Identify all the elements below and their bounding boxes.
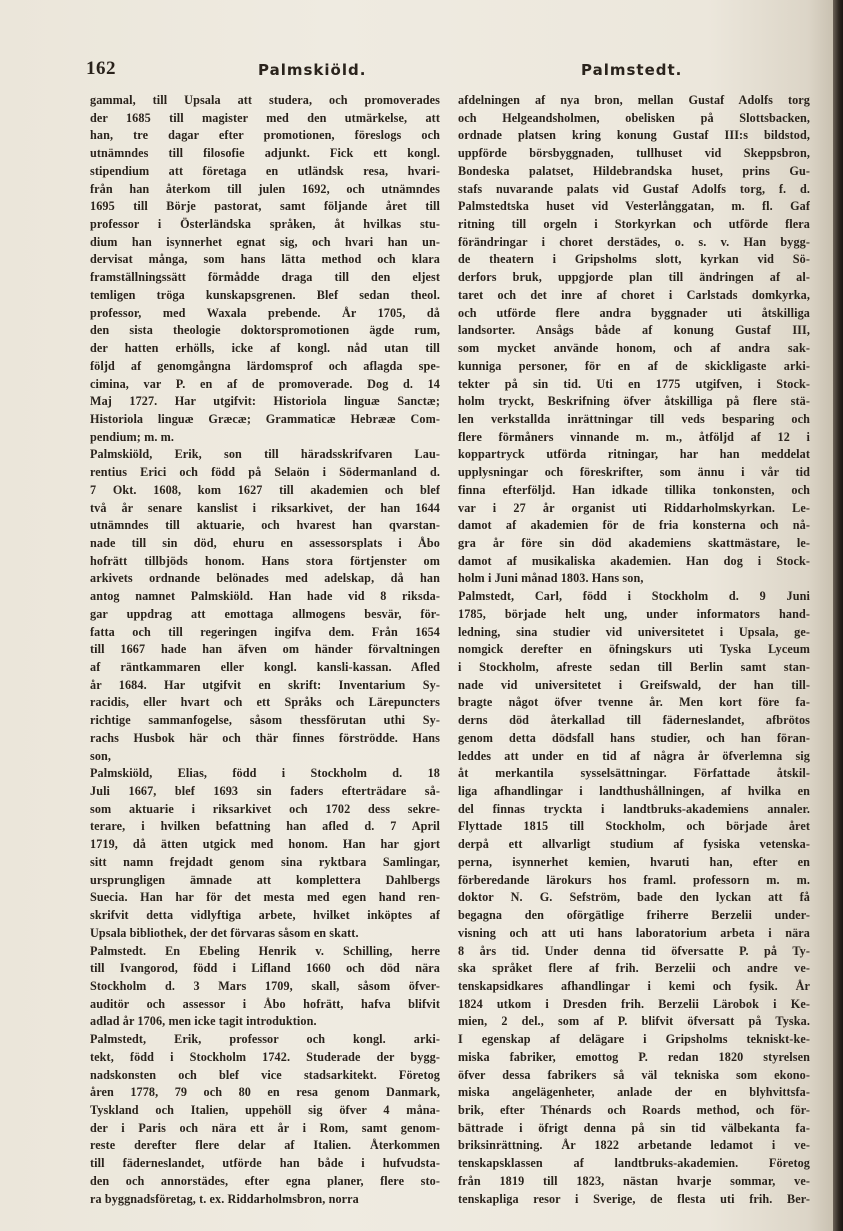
text-line: dervisat många, som hans lätta method och klara: [90, 252, 440, 267]
text-line: af räntkammaren eller kongl. kansli-kassan. Afled: [90, 660, 440, 674]
text-line: i Stockholm, afreste sedan till Berlin samt stan-: [458, 660, 810, 674]
text-line: han, tre dagar efter promotionen, föreslogs och: [90, 128, 440, 143]
text-line: skrifvit detta vidlyftiga arbete, hvilket inköptes af: [90, 908, 440, 923]
text-line: tenskapliga resor i Sverige, de flesta uti frih. Ber-: [458, 1191, 810, 1206]
text-line: tenskapsklassen af landtbruks-akademien. Företog: [458, 1156, 810, 1171]
text-line: som mycket använde honom, och af andra sak-: [458, 341, 810, 356]
text-line: genom detta dödsfall hans studier, och han föran-: [458, 730, 810, 745]
text-line: Flyttade 1815 till Stockholm, och började året: [458, 819, 810, 834]
text-line: bragte något öfver tvenne år. Men kort före fa-: [458, 695, 810, 710]
text-line: rachs Husbok här och thär finnes förströdde. Hans: [90, 730, 440, 745]
text-line: miska fabriker, emottog P. redan 1820 styrelsen: [458, 1049, 810, 1064]
text-line: holm i Juni månad 1803. Hans son,: [458, 571, 644, 586]
text-line: taret och det inre af choret i Carlstads domkyrka,: [458, 287, 810, 302]
text-line: som aktuarie i riksarkivet och 1702 dess sekre-: [90, 801, 440, 816]
text-line: de theatern i Gripsholms slott, kyrkan vid Sö-: [458, 252, 810, 267]
text-line: Bondeska palatset, Hildebrandska huset, prins Gu-: [458, 163, 810, 178]
text-column-right: [458, 92, 810, 1208]
text-line: 7 Okt. 1608, kom 1627 till akademien och blef: [90, 482, 440, 497]
text-line: öfver dessa fabrikers så väl tekniska som ekono-: [458, 1067, 810, 1082]
text-line: auditör och assessor i Åbo hofrätt, hafva blifvit: [90, 996, 440, 1011]
text-line: och Helgeandsholmen, obelisken på Slottsbacken,: [458, 110, 810, 125]
text-line: åt merkantila sysselsättningar. Författade åtskil-: [458, 766, 810, 781]
text-line: gra år före sin död akademiens skattmästare, le-: [458, 535, 810, 550]
text-line: Tyskland och Italien, uppehöll sig öfver 4 måna-: [90, 1102, 440, 1117]
text-line: cimina, var P. en af de promoverade. Dog d. 14: [90, 376, 440, 391]
text-line: två år senare kanslist i riksarkivet, der han 1644: [90, 500, 440, 515]
text-line: del finnas tryckta i landtbruks-akademiens annaler.: [458, 801, 810, 816]
text-line: nade till sin död, ehuru en assessorsplats i Åbo: [90, 535, 440, 550]
text-line: fatta och till regeringen ingifva dem. Från 1654: [90, 624, 440, 639]
text-line: tekt, född i Stockholm 1742. Studerade der bygg-: [90, 1049, 440, 1064]
text-line: finna efterföljd. Han idkade tillika tonkonsten, och: [458, 482, 810, 497]
text-line: Palmskiöld, Erik, son till häradsskrifvaren Lau-: [90, 447, 440, 462]
text-line: nadskonsten och blef vice stadsarkitekt. Företog: [90, 1067, 440, 1082]
text-line: pendium; m. m.: [90, 429, 175, 444]
text-line: visning och att uti hans laboratorium arbeta i nära: [458, 925, 810, 940]
text-line: I egenskap af delägare i Gripsholms tekniskt-ke-: [458, 1032, 810, 1047]
text-line: ra byggnadsföretag, t. ex. Riddarholmsbron, norra: [90, 1191, 359, 1206]
text-line: och utförde flere andra byggnader uti åtskilliga: [458, 305, 810, 320]
text-line: len verkstallda inrättningar till veds besparing och: [458, 411, 810, 426]
text-line: 1785, började helt ung, under informators hand-: [458, 606, 810, 621]
text-line: ledning, sina studier vid universitetet i Upsala, ge-: [458, 624, 810, 639]
text-line: derpå ett allvarligt studium af fysiska vetenska-: [458, 837, 810, 852]
text-line: miska angelägenheter, anlade der en blyhvittsfa-: [458, 1085, 810, 1100]
text-line: Suecia. Han har för det mesta med egen hand ren-: [90, 890, 440, 905]
text-line: nade vid universitetet i Greifswald, der han till-: [458, 677, 810, 692]
text-line: utnämndes till aktuarie, och hvarest han qvarstan-: [90, 518, 440, 533]
text-line: nomgick derefter en öfningskurs uti Tyska Lyceum: [458, 642, 810, 657]
text-line: gammal, till Upsala att studera, och promoverades: [90, 93, 440, 107]
text-line: reste derefter flere delar af Italien. Återkommen: [90, 1138, 440, 1153]
text-line: son,: [90, 748, 112, 763]
text-line: arkivets ordnande belönades med adelskap, då han: [90, 571, 440, 586]
text-line: 1695 till Börje pastorat, samt följande året till: [90, 199, 440, 214]
text-line: flere förmåners vinnande m. m., åtföljd af 12 i: [458, 429, 810, 444]
text-line: terare, i hvilken befattning han afled d. 7 April: [90, 819, 440, 834]
text-line: tekter på sin tid. Uti en 1775 utgifven, i Stock-: [458, 376, 810, 391]
text-line: utnämndes till filosofie adjunkt. Fick ett kongl.: [90, 146, 440, 161]
text-line: Stockholm d. 3 Mars 1709, skall, såsom öfver-: [90, 978, 440, 993]
text-line: bättrade i öfrigt denna på sin tid välbekanta fa-: [458, 1120, 810, 1135]
text-line: derns död återkallad till fäderneslandet, afbrötos: [458, 713, 810, 728]
text-line: adlad år 1706, men icke tagit introduktion.: [90, 1014, 317, 1029]
text-line: 1824 utkom i Dresden frih. Berzelii Lärobok i Ke-: [458, 996, 810, 1011]
text-line: kunniga personer, för en af de skickligaste arki-: [458, 358, 810, 373]
text-line: professor, med Waxala prebende. År 1705, då: [90, 305, 440, 320]
text-line: richtige sammanfogelse, såsom thessförutan uthi Sy-: [90, 713, 440, 728]
text-line: leddes att under en tid af några år öfverlemna sig: [458, 748, 810, 763]
text-line: rentius Erici och född på Selaön i Södermanland d.: [90, 465, 440, 480]
text-line: ursprungligen ämnade att komplettera Dahlbergs: [90, 872, 440, 887]
text-line: år 1684. Har utgifvit en skrift: Inventarium Sy-: [90, 677, 440, 692]
text-line: temligen tröga kunskapsgrenen. Blef sedan theol.: [90, 287, 440, 302]
text-line: begagna den oförgätlige friherre Berzelii under-: [458, 908, 810, 923]
text-line: den och annorstädes, efter egna planer, flere sto-: [90, 1173, 440, 1188]
text-line: der hatten erhölls, icke af kongl. nåd utan till: [90, 341, 440, 356]
text-line: förberedande lärokurs hos framl. professorn m. m.: [458, 872, 810, 887]
text-line: var i 27 år organist uti Riddarholmskyrkan. Le-: [458, 500, 810, 515]
text-line: Palmstedt, Erik, professor och kongl. arki-: [90, 1032, 440, 1047]
text-line: professor i Österländska språken, åt hvilkas stu-: [90, 217, 440, 232]
text-line: hofrätt tillbjöds honom. Hans stora förtjenster om: [90, 553, 440, 568]
text-line: till fäderneslandet, utförde han både i hufvudsta-: [90, 1156, 440, 1171]
text-line: stafs nuvarande palats vid Gustaf Adolfs torg, f. d.: [458, 181, 810, 196]
text-line: briksinrättning. År 1822 arbetande ledamot i ve-: [458, 1138, 810, 1153]
text-line: uppförde börsbyggnaden, tullhuset vid Skeppsbron,: [458, 146, 810, 161]
text-line: damot af akademien för de fria konsterna och nå-: [458, 518, 810, 533]
text-line: till Ivangorod, född i Lifland 1660 och död nära: [90, 961, 440, 976]
text-line: Palmstedt. En Ebeling Henrik v. Schilling, herre: [90, 943, 440, 958]
text-line: perna, isynnerhet kemien, hvaruti han, efter en: [458, 854, 810, 869]
text-column-left: [90, 92, 440, 1208]
text-line: Palmstedtska huset vid Vesterlånggatan, m. fl. Gaf: [458, 199, 810, 214]
text-line: der 1685 till magister med den utmärkelse, att: [90, 110, 440, 125]
text-line: mien, 2 del., som af P. blifvit öfversatt på Tyska.: [458, 1014, 810, 1029]
text-line: den sista theologie doktorspromotionen ägde rum,: [90, 323, 440, 338]
text-line: följd af genomgångna lärdomsprof och aflagda spe-: [90, 358, 440, 373]
text-line: landsorter. Ansågs både af konung Gustaf III,: [458, 323, 810, 338]
text-line: derfors bruk, uppgjorde plan till ändringen af al-: [458, 270, 810, 285]
text-line: Upsala bibliothek, der det förvaras såsom en skatt.: [90, 925, 359, 940]
text-line: förändringar i choret derstädes, o. s. v. Han bygg-: [458, 234, 810, 249]
text-line: afdelningen af nya bron, mellan Gustaf Adolfs torg: [458, 93, 810, 107]
text-line: 8 års tid. Under denna tid öfversatte P. på Ty-: [458, 943, 810, 958]
text-line: holm tryckt, Beskrifning öfver åtskilliga på flere stä-: [458, 394, 810, 409]
text-line: 1719, då ätten utgick med honom. Han har gjort: [90, 837, 440, 852]
text-line: antog namnet Palmskiöld. Han hade vid 8 riksda-: [90, 589, 440, 604]
page-number: 162: [86, 58, 116, 79]
text-line: Juli 1667, blef 1693 sin faders efterträdare så-: [90, 784, 440, 799]
text-line: brik, efter Thénards och Roards method, och för-: [458, 1102, 810, 1117]
text-line: gar uppdrag att emottaga allmogens besvär, för-: [90, 606, 440, 621]
running-head-left: Palmskiöld.: [258, 61, 367, 79]
text-line: der i Paris och nära ett år i Rom, samt genom-: [90, 1120, 440, 1135]
text-line: ritning till orgeln i Storkyrkan och utförde flera: [458, 217, 810, 232]
text-line: till 1667 hade han äfven om händer förvaltningen: [90, 642, 440, 657]
text-line: från han återkom till julen 1692, och utnämndes: [90, 181, 440, 196]
text-line: Palmskiöld, Elias, född i Stockholm d. 18: [90, 766, 440, 781]
text-line: racidis, eller hvart och ett Språks och Lärepuncters: [90, 695, 440, 710]
text-line: framställningssätt förmådde draga till den eljest: [90, 270, 440, 285]
text-line: liga afhandlingar i landthushållningen, af hvilka en: [458, 784, 810, 799]
text-line: från 1819 till 1823, nästan hvarje sommar, ve-: [458, 1173, 810, 1188]
text-line: upplysningar och föreskrifter, som ännu i vår tid: [458, 465, 810, 480]
running-head-right: Palmstedt.: [581, 61, 683, 79]
text-line: Palmstedt, Carl, född i Stockholm d. 9 Juni: [458, 589, 810, 604]
text-line: Maj 1727. Har utgifvit: Historiola linguæ Sanctæ;: [90, 394, 440, 409]
text-line: tenskapsidkares afhandlingar i kemi och fysik. År: [458, 978, 810, 993]
text-line: damot af musikaliska akademien. Han dog i Stock-: [458, 553, 810, 568]
text-line: ska språket flere af frih. Berzelii och andre ve-: [458, 961, 810, 976]
text-line: koppartryck utförda ritningar, har han meddelat: [458, 447, 810, 462]
text-line: sitt namn frejdadt genom sina ryktbara Samlingar,: [90, 854, 440, 869]
text-line: Historiola linguæ Græcæ; Grammaticæ Hebrææ Com-: [90, 411, 440, 426]
text-line: ordnade platsen kring konung Gustaf III:s bildstod,: [458, 128, 810, 143]
text-line: dium han isynnerhet egnat sig, och hvari han un-: [90, 234, 440, 249]
book-spine-shadow: [833, 0, 843, 1231]
text-line: stipendium att företaga en utländsk resa, hvari-: [90, 163, 440, 178]
text-line: åren 1778, 79 och 80 en resa genom Danmark,: [90, 1085, 440, 1100]
text-line: doktor N. G. Sefström, bade den lyckan att få: [458, 890, 810, 905]
